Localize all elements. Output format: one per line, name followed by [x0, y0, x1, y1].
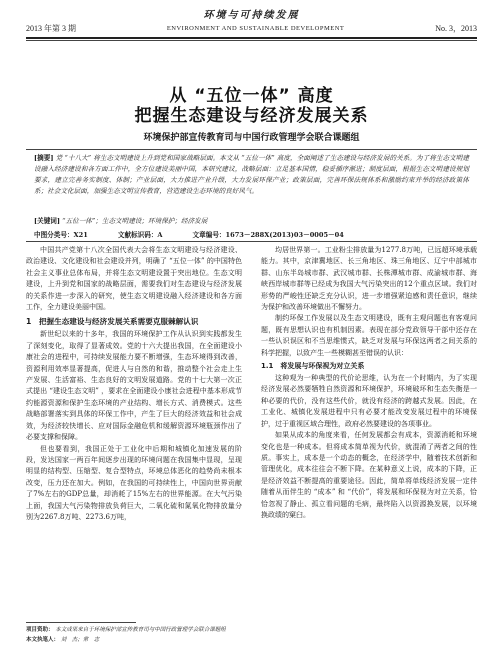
article-authors: 环境保护部宣传教育司与中国行政管理学会联合课题组 [143, 133, 360, 143]
keywords [34, 216, 469, 227]
section-heading: 1 把握生态建设与经济发展关系需要克服棘解认识 [26, 317, 199, 327]
footnote-funding-text: 本文成果来自于环境保护部宣传教育司与中国行政管理学会联合课题组 [55, 627, 226, 633]
paragraph: 新世纪以来的十多年，我国的环境保护工作从认识到实践都发生了深刻变化，取得了显著成效。党的十六大提出我国，在全面建设小康社会的进程中，可持续发展能力要不断增强，生态环境得到改善，资源利用效率显著提高，促进人与自然的和谐，推动整个社会走上生产发展、生活富裕、生态良好的文明发展道路。党的十七大第一次正式提出 “建设生态文明” ，要求在全面建设小康社会进程中基本形成节约能源资源和保护生态环境的产业结构、增长方式、消费模式。这些战略部署落实到具体的环保工作中，产生了巨大的经济效益和社会成效，为经济较快增长、应对国际金融危机和缓解资源环境瓶颈作出了必要支撑和保障。 [26, 330, 242, 442]
footnote-writers [26, 636, 477, 644]
paragraph: 但也要看到，我国正处于工业化中后期和城镇化加速发展的阶段，发达国家一两百年间逐步出现的环境问题在我国集中显现，呈现明显的结构型、压缩型、复合型特点，环境总体恶化的趋势尚未根本改变，压力还在加大。例如，在我国的可持续性上，中国向世界贡献了7%左右的GDP总量，却消耗了15%左右的世界能源。在大气污染上面，我国大气污染物排放负荷巨大，二氧化硫和氮氧化物排放量分别为2267.8万吨、2273.6万吨， [26, 444, 242, 521]
article-number: 文章编号：1673－288X(2013)03－0005－04 [192, 231, 344, 239]
document-code: 文献标识码：A [117, 231, 163, 239]
abstract-text: 党 “十八大” 将生态文明建设上升到党和国家战略层面。本文从 “五位一体” 高度，全面阐述了生态建设与经济发展的关系。为了将生态文明建设融入经济建设和各方面工作中，全方位建设美丽中国，本研究建议，战略层面：立足基本国情，稳妥循序渐进；制度层面，根据生态文明建设规划要求，建立完善务实制度、体制；产业层面，大力推进产业升级，大力发展环保产业；政策层面，完善环保法规体系和激励约束并举的经济政策体系；社会文化层面，加强生态文明宣传教育，营造建设生态环境的良好风气。 [34, 154, 469, 195]
footnote-writers-label: 本文执笔人： [26, 637, 60, 643]
body-column-right [261, 245, 477, 521]
paragraph: 制约环保工作发展以及生态文明建设，既有主观问题也有客观问题，既有思想认识也有机制因素。表现在部分党政领导干部中还存在一些认识误区和不当思维惯式，缺乏对发展与环保这两者之间关系的科学把握，以致产生一些模糊甚至错误的认识： [261, 314, 477, 357]
header-rule-thin [26, 40, 477, 41]
journal-name-en: ENVIRONMENT AND SUSTAINABLE DEVELOPMENT [166, 24, 345, 32]
footnote-funding [26, 626, 477, 634]
issue-en: No. 3，2013 [435, 23, 477, 33]
paragraph: 均居世界第一。工业粉尘排放量为1277.8万吨，已远超环境承载能力。其中，京津冀地区、长三角地区、珠三角地区、辽宁中部城市群、山东半岛城市群、武汉城市群、长株潭城市群、成渝城市群、海峡西岸城市群等已经成为我国大气污染突出的12个重点区域。我们对形势的严峻性还缺乏充分认识，进一步增强紧迫感和责任意识，继续为保护和改善环境做出不懈努力。 [261, 246, 477, 312]
footnote-rule [26, 622, 136, 623]
abstract [34, 153, 469, 197]
keywords-label: [关键词] [34, 217, 61, 225]
paragraph: 这种观为一种典型的代价论思维，认为在一个时期内，为了实现经济发展必然要牺牲自然资源和环境保护，环境破坏和生态失衡是一种必要的代价，没有这些代价，就没有经济的跨越式发展。因此，在工业化、城镇化发展进程中只有必要才能改变发展过程中的环境保护，过于重视区域合理性，政府必然要建设的各项事业。 [261, 374, 477, 428]
paragraph: 如果从成本的角度来看，任何发展都会有成本，资源消耗和环境变化也是一种成本。但将成本简单视为代价，就混淆了两者之间的性质。事实上，成本是一个动态的概念，在经济学中，随着技术创新和管理优化，成本往往会不断下降。在某种意义上说，成本的下降，正是经济效益不断提高的重要途径。因此，简单将单线经济发展一定伴随着从而伴生的 “成本” 和 “代价”，将发展和环保视为对立关系，恰恰忽视了静止、孤立看问题的毛病，最终陷入以资源换发展，以环境换政绩的窠臼。 [261, 431, 477, 519]
article-title-line-1: 从 “五位一体” 高度 [169, 86, 334, 106]
paragraph: 中国共产党第十八次全国代表大会将生态文明建设与经济建设、政治建设、文化建设和社会建设并列，明确了 “五位一体” 的中国特色社会主义事业总体布局，并将生态文明建设置于突出地位。生态文明建设，上升到党和国家的战略层面，需要我们对生态建设与经济发展的关系作进一步深入的研究，使生态文明建设融入经济建设和各方面工作，全力建设美丽中国。 [26, 246, 242, 312]
subsection-heading: 1.1 将发展与环保视为对立关系 [261, 362, 365, 371]
issue-cn: 2013 年第 3 期 [26, 23, 76, 33]
footnote-writers-text: 刘 杰；常 志 [60, 637, 100, 643]
header-rule-thick [26, 37, 477, 39]
journal-name-cn: 环境与可持续发展 [203, 10, 300, 21]
article-title-line-2: 把握生态建设与经济发展关系 [134, 106, 369, 126]
footnote-funding-label: 项目资助： [26, 627, 54, 633]
classification-row [34, 229, 469, 239]
clc-number: 中图分类号：X21 [34, 231, 88, 239]
abstract-rule-bottom [26, 241, 477, 242]
body-column-left [26, 245, 242, 523]
abstract-label: [摘要] [34, 154, 54, 162]
running-header [26, 20, 477, 36]
abstract-rule-top [26, 149, 477, 150]
keywords-text: “五位一体”；生态文明建设；环境保护；经济发展 [62, 217, 208, 225]
